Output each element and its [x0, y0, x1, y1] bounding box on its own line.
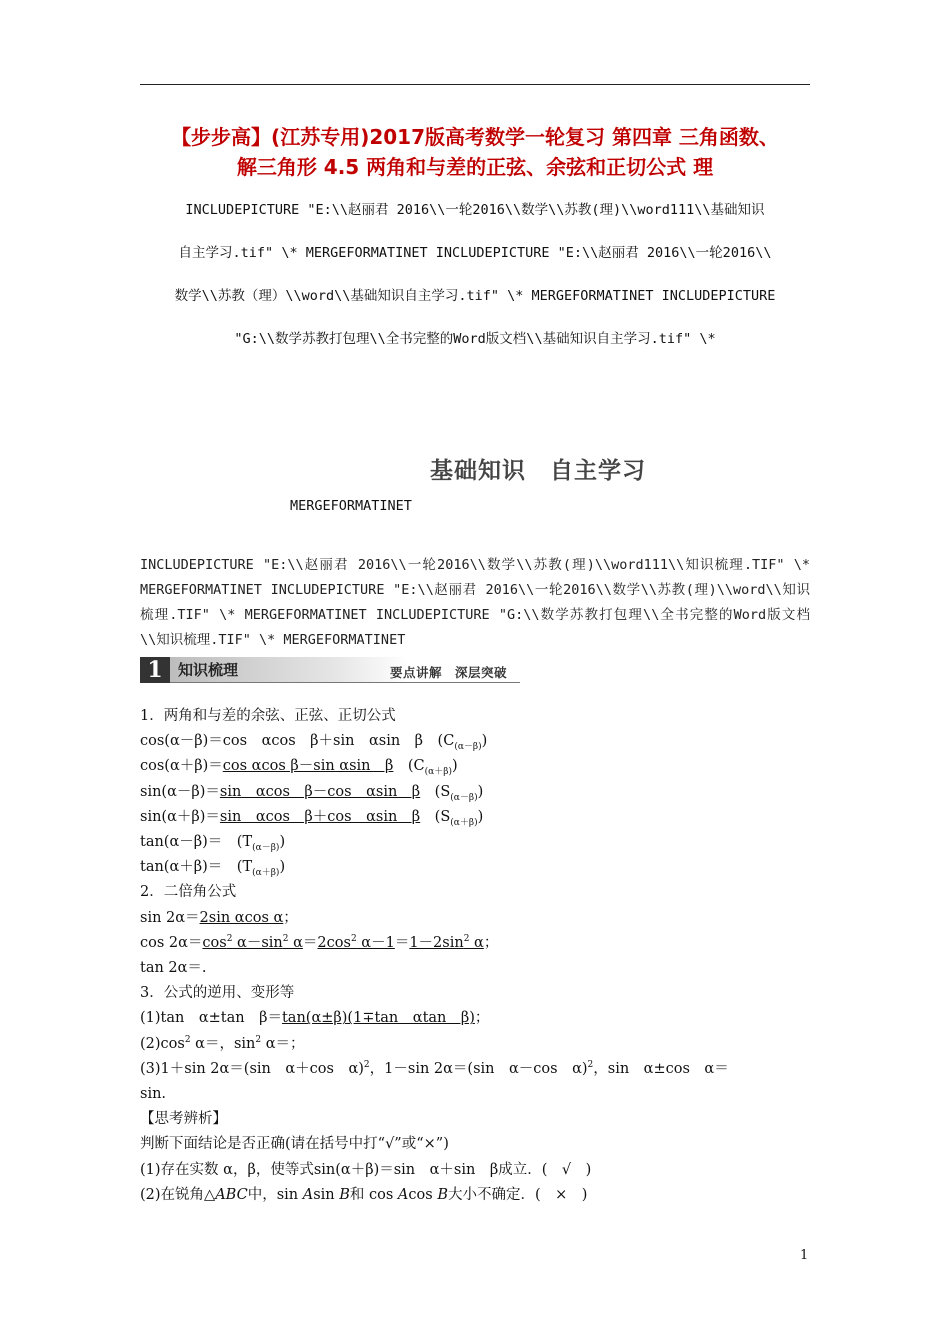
formula-square-cont: sin.: [140, 1086, 167, 1103]
mergeformat-text: MERGEFORMATINET: [290, 498, 412, 514]
document-title: [120, 122, 830, 182]
question-2: (2)在锐角△ABC中，sin Asin B和 cos Acos B大小不确定．( × ): [140, 1186, 588, 1203]
formula-half-angle: $(2)\cos^2$ α＝，$\sin^2 \alpha=$；: [140, 1034, 305, 1052]
question-1: (1)存在实数 α，β，使等式sin(α＋β)＝sin α＋sin β成立．( √ ): [140, 1161, 592, 1178]
formula-body: [140, 704, 820, 1208]
formula-sin-sum: sin(α＋β)＝sin αcos β＋cos αsin β $(S_{(\alpha+\beta)})$: [140, 808, 484, 828]
header-rule: [140, 84, 810, 85]
include-line-1: INCLUDEPICTURE "E:\\赵丽君 2016\\一轮2016\\数学\\苏教(理)\\word111\\基础知识: [185, 202, 765, 218]
formula-tan-diff: tan(α－β)＝ $(T_{(\alpha-\beta)})$: [140, 834, 286, 853]
formula-cos-diff: cos(α－β)＝cos αcos β＋sin αsin β $(C_{(\alpha-\beta)})$: [140, 733, 488, 753]
formula-sin-diff: sin(α－β)＝sin αcos β－cos αsin β $(S_{(\alpha-\beta)})$: [140, 783, 484, 803]
formula-tan-sum-inverse: (1)tan α±tan β＝tan(α±β)(1∓tan αtan β)；: [140, 1010, 490, 1027]
judge-instruction: 判断下面结论是否正确(请在括号中打“√”或“×”): [140, 1136, 449, 1153]
think-heading: 【思考辨析】: [140, 1111, 227, 1128]
formula-tan-2a: tan 2α＝.: [140, 960, 207, 977]
include-line-3: 数学\\苏教（理）\\word\\基础知识自主学习.tif" \* MERGEFORMATINET INCLUDEPICTURE: [174, 288, 776, 304]
title-line-2: 解三角形 4.5 两角和与差的正弦、余弦和正切公式 理: [236, 155, 714, 179]
formula-cos-2a: $\cos 2\alpha=\cos^2$ $\alpha-\sin^2$ $\alpha=2\cos^2$ $\alpha-1=1-2\sin^2$ α；: [140, 934, 499, 951]
title-line-1: 【步步高】(江苏专用)2017版高考数学一轮复习 第四章 三角函数、: [171, 125, 779, 149]
formula-cos-sum: cos(α＋β)＝cos αcos β－sin αsin β $(C_{(\alpha+\beta)})$: [140, 758, 458, 778]
heading-3: 3．公式的逆用、变形等: [140, 985, 295, 1002]
knowledge-banner: [140, 657, 520, 683]
section-heading: 基础知识 自主学习: [430, 458, 646, 484]
banner-label: 知识梳理: [170, 657, 408, 683]
formula-sin-2a: sin 2α＝2sin αcos α；: [140, 909, 298, 926]
heading-1: 1．两角和与差的余弦、正弦、正切公式: [140, 708, 396, 724]
heading-2: 2．二倍角公式: [140, 884, 237, 901]
formula-tan-sum: tan(α＋β)＝ $(T_{(\alpha+\beta)})$: [140, 859, 286, 879]
include-paragraph: INCLUDEPICTURE "E:\\赵丽君 2016\\一轮2016\\数学\\苏教(理)\\word111\\知识梳理.TIF" \* MERGEFORMATINET INCLUDEPICTURE "E:\\赵丽君 2016\\一轮2016\\数学\\苏教(理)\\word\\知识梳理.TIF" \* MERGEFORMATINET INCLUDEPICTURE "G:\\数学苏教打包理\\全书完整的Word版文档\\知识梳理.TIF" \* MERGEFORMATINET: [140, 557, 810, 648]
include-line-4: "G:\\数学苏教打包理\\全书完整的Word版文档\\基础知识自主学习.tif" \*: [234, 331, 716, 347]
banner-rule: [170, 682, 520, 683]
include-line-2: 自主学习.tif" \* MERGEFORMATINET INCLUDEPICTURE "E:\\赵丽君 2016\\一轮2016\\: [178, 245, 772, 261]
banner-number: 1: [140, 657, 170, 683]
page-number: 1: [800, 1248, 809, 1263]
banner-subtitle: 要点讲解 深层突破: [390, 665, 508, 680]
formula-square: (3)1＋sin 2α＝(sin α＋cos α)$^2$，1－sin 2α＝(sin α－cos α)$^2$，sin α±cos α＝: [140, 1060, 729, 1077]
